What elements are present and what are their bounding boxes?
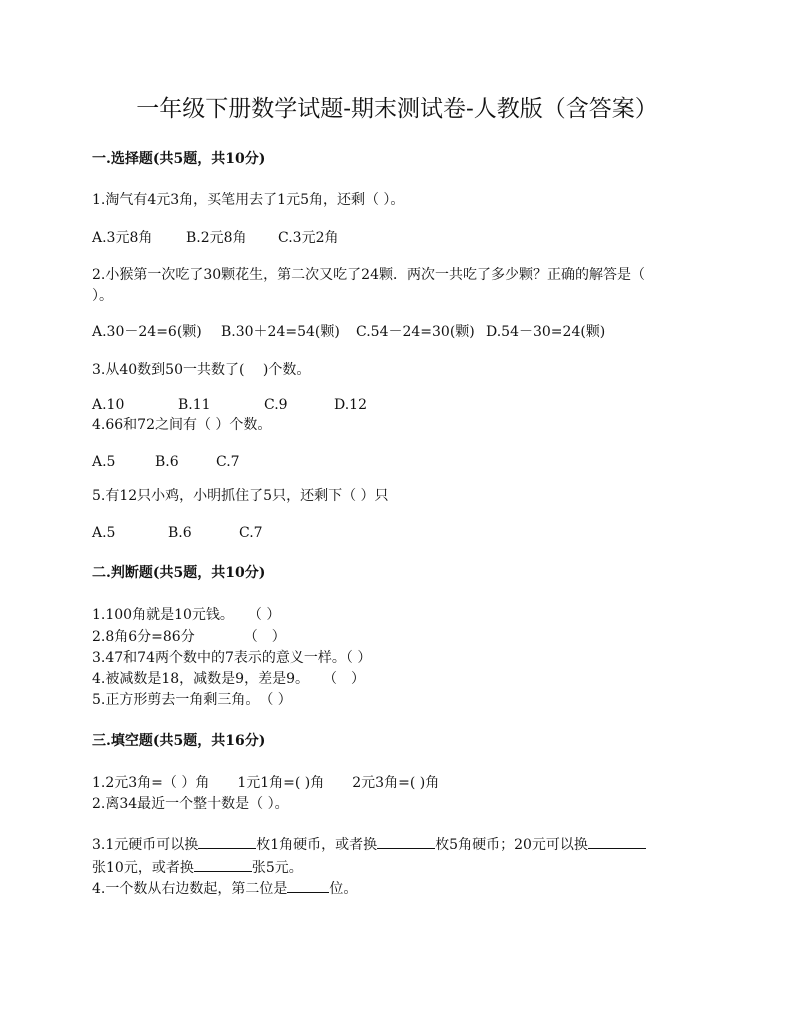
q1-option-b: B.2元8角 (186, 230, 247, 246)
q5-option-b: B.6 (168, 525, 192, 541)
answer-blank[interactable] (377, 834, 435, 849)
fill-item-1: 1.2元3角=（ ）角 1元1角=( )角 2元3角=( )角 (92, 775, 440, 791)
section-heading-choice: 一.选择题(共5题，共10分) (92, 151, 266, 167)
question-2-line-1: 2.小猴第一次吃了30颗花生，第二次又吃了24颗．两次一共吃了多少颗？正确的解答是（ (92, 267, 645, 283)
fill-4-text-b: 位。 (329, 881, 358, 897)
q2-option-d: D.54－30=24(颗) (486, 324, 606, 340)
answer-blank[interactable] (194, 857, 252, 872)
fill-3-text-e: 张5元。 (251, 860, 303, 876)
q3-option-b: B.11 (178, 397, 211, 413)
judgment-item-1: 1.100角就是10元钱。 （ ） (92, 607, 281, 623)
answer-blank[interactable] (198, 834, 256, 849)
page-title: 一年级下册数学试题-期末测试卷-人教版（含答案） (136, 96, 658, 122)
answer-blank[interactable] (287, 878, 329, 893)
judgment-item-3: 3.47和74两个数中的7表示的意义一样。（ ） (92, 650, 372, 666)
q3-option-d: D.12 (334, 397, 367, 413)
question-3: 3.从40数到50一共数了( )个数。 (92, 362, 311, 378)
q1-option-a: A.3元8角 (92, 230, 153, 246)
q3-option-a: A.10 (92, 397, 125, 413)
question-5: 5.有12只小鸡，小明抓住了5只，还剩下（ ）只 (92, 488, 389, 504)
question-2-line-2: ）。 (92, 288, 113, 304)
fill-4-text-a: 4.一个数从右边数起，第二位是 (92, 881, 288, 897)
fill-3-text-d: 张10元，或者换 (92, 860, 194, 876)
q3-option-c: C.9 (264, 397, 288, 413)
q4-option-b: B.6 (155, 454, 179, 470)
q5-option-a: A.5 (92, 525, 116, 541)
q2-option-b: B.30＋24=54(颗) (221, 324, 340, 340)
judgment-item-5: 5.正方形剪去一角剩三角。 （ ） (92, 692, 292, 708)
question-1: 1.淘气有4元3角，买笔用去了1元5角，还剩（ ）。 (92, 192, 405, 208)
fill-3-text-a: 3.1元硬币可以换 (92, 837, 199, 853)
judgment-item-4: 4.被减数是18，减数是9，差是9。 （ ） (92, 671, 365, 687)
q1-option-c: C.3元2角 (278, 230, 339, 246)
fill-item-3-line-1 (92, 834, 646, 854)
question-4: 4.66和72之间有（ ）个数。 (92, 417, 272, 433)
q4-option-a: A.5 (92, 454, 116, 470)
fill-item-4 (92, 878, 357, 898)
judgment-item-2: 2.8角6分=86分 （ ） (92, 629, 286, 645)
fill-item-2: 2.离34最近一个整十数是（ ）。 (92, 796, 289, 812)
section-heading-judgment: 二.判断题(共5题，共10分) (92, 565, 266, 581)
q4-option-c: C.7 (216, 454, 240, 470)
q2-option-a: A.30－24=6(颗) (92, 324, 202, 340)
q5-option-c: C.7 (239, 525, 263, 541)
fill-3-text-b: 枚1角硬币，或者换 (256, 837, 378, 853)
q2-option-c: C.54－24=30(颗) (356, 324, 475, 340)
fill-item-3-line-2 (92, 857, 303, 877)
fill-3-text-c: 枚5角硬币；20元可以换 (435, 837, 588, 853)
answer-blank[interactable] (588, 834, 646, 849)
section-heading-fill: 三.填空题(共5题，共16分) (92, 733, 266, 749)
